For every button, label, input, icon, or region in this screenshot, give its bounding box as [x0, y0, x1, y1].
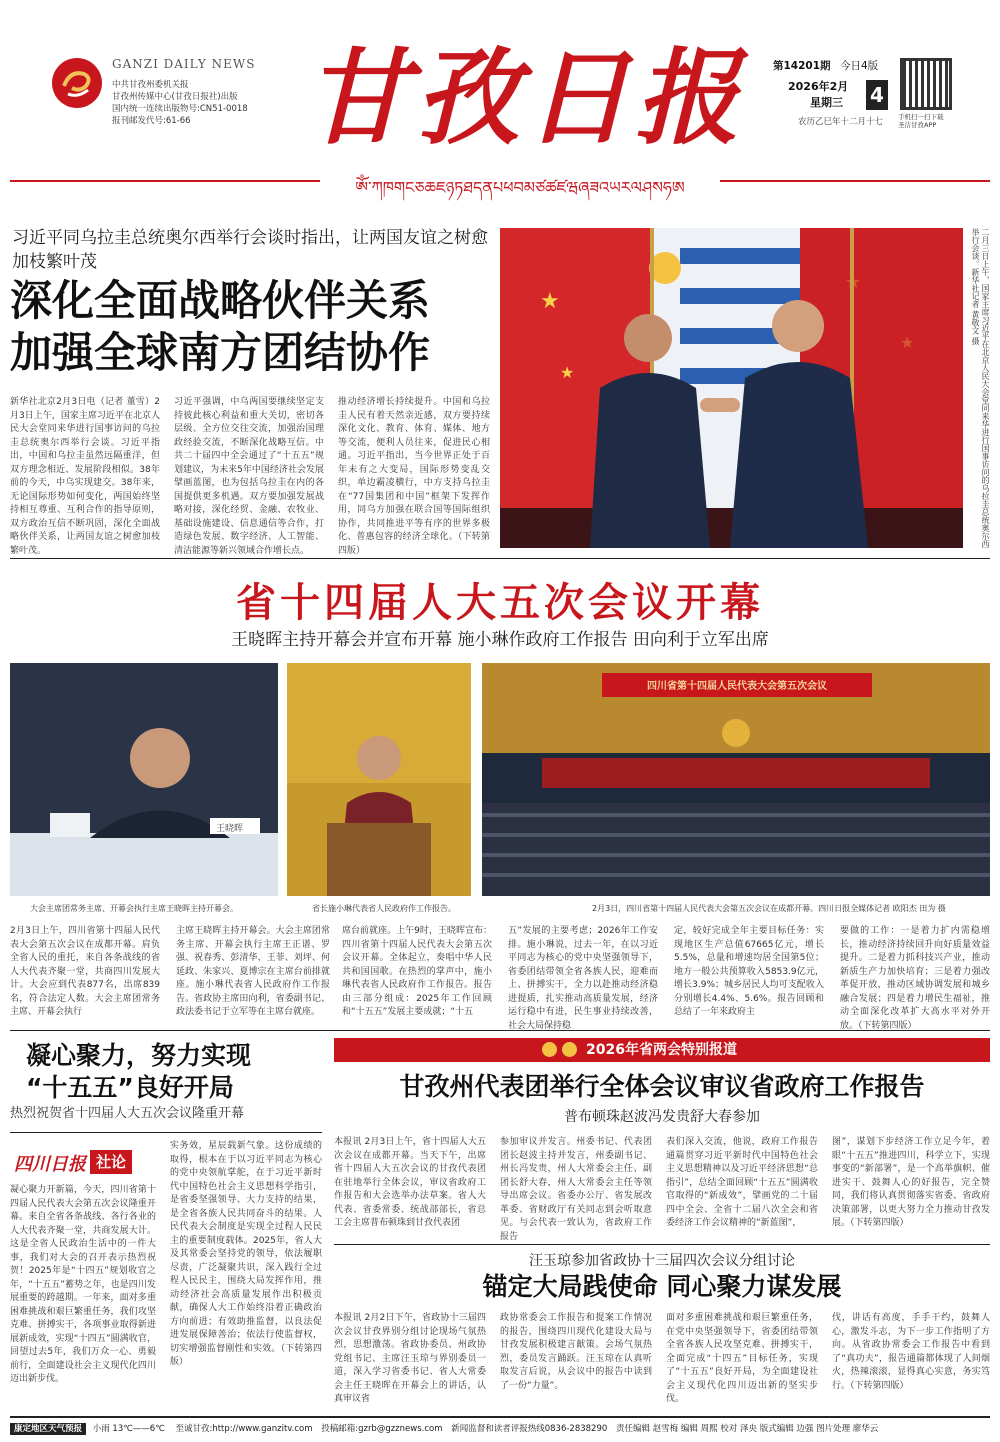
- footer-rule: [10, 1416, 990, 1418]
- congress-col-4: 五”发展的主要考虑；2026年工作安排。施小琳说，过去一年，在以习近平同志为核心的党中央坚强领导下，省委团结带领全省各族人民，迎难而上、拼搏实干，全力以赴推动经济稳进提质，扎实推动高质量发展，经济运行稳中有进，民生事业持续改善，社会大局保持稳: [508, 926, 658, 1031]
- story1-col-1: 本报讯 2月3日上午，省十四届人大五次会议在成都开幕。当天下午，出席省十四届人大五次会议的甘孜代表团在驻地举行全体会议，审议省政府工作报告和大会选举办法草案。省人大代表、省委常委、统战部部长，省总工会主席普布顿珠到甘孜代表团: [334, 1137, 486, 1228]
- congress-col-5: 定，较好完成全年主要目标任务：实现地区生产总值67665亿元，增长5.5%，总量和增速均居全国第5位；地方一般公共预算收入5853.9亿元，增长3.9%；城乡居民人均可支配收入分别增长4.4%、5.6%。报告回顾和总结了一年来政府主: [674, 926, 824, 1017]
- issue-date: 2026年2月: [788, 80, 849, 93]
- section-rule-3: [334, 1244, 990, 1245]
- sponsor-line-2: 甘孜州传媒中心(甘孜日报社)出版: [112, 92, 238, 102]
- footer: [10, 1421, 990, 1437]
- special-banner-text: 2026年省两会特别报道: [586, 1042, 737, 1058]
- section-rule-2: [10, 1030, 990, 1031]
- story2-col-4: 伐，讲话有高度，手手干约，鼓舞人心，激发斗志，为下一步工作指明了方向。从省政协常委会工作报告中看到了“真功夫”，报告通篇都体现了人间烟火，热辣滚滚，显得真心实意，务实笃行。（下转第四版）: [832, 1313, 990, 1391]
- english-name: GANZI DAILY NEWS: [112, 57, 256, 71]
- story2-headline: 锚定大局践使命 同心聚力谋发展: [482, 1272, 842, 1301]
- emblem-icon-2: [562, 1042, 577, 1057]
- congress-subhead: 王晓晖主持开幕会并宣布开幕 施小琳作政府工作报告 田向利于立军出席: [231, 630, 769, 650]
- editors-info: 责任编辑 赵雪梅 编辑 周熙 校对 泽央 版式编辑 边强 图片处理 廖华云: [615, 1424, 879, 1434]
- editorial-subhead: 热烈祝贺省十四届人大五次会议隆重开幕: [10, 1106, 245, 1121]
- sponsor-line-3: 国内统一连续出版物号:CN51-0018: [112, 104, 248, 114]
- qr-caption-1: 手机扫一扫下载: [898, 113, 944, 121]
- lead-headline-1: 深化全面战略伙伴关系: [10, 276, 431, 325]
- today-pages: 今日4版: [840, 60, 879, 72]
- story2-col-1: 本报讯 2月2日下午，省政协十三届四次会议甘孜界别分组讨论现场气氛热烈，思想激荡。省政协委员、州政协党组书记、主席汪玉琼与界别委员一道，深入学习省委书记、省人大常委会主任王晓晖在开幕会上的讲话，认真审议省: [334, 1313, 486, 1404]
- lead-col-2: 习近平强调，中乌两国要继续坚定支持彼此核心利益和重大关切，密切各层级、全方位交往交流，加强治国理政经验交流，不断深化战略互信。中共二十届四中全会通过了“十五五”规划建议，为未来5年中国经济社会发展擘画蓝图，也为包括乌拉圭在内的各国提供更多机遇。双方要加强发展战略对接，深化经贸、金融、农牧业、基础设施建设、信息通信等合作，打造绿色发展、数字经济、人工智能、清洁能源等新兴领域合作增长点。: [174, 397, 324, 556]
- congress-col-2: 主席王晓晖主持开幕会。大会主席团常务主席、开幕会执行主席王正谱、罗强、祝春秀、彭清华、王菲、刘坪、何延政、朱家兴、夏博宗在主席台前排就座。施小琳代表省人民政府作工作报告。省政协主席田向利，省委副书记、政法委书记于立军等在主席台就座。: [176, 926, 330, 1017]
- qr-caption-2: 圣洁甘孜APP: [898, 121, 937, 129]
- tibetan-line: ༀ་ཀཁགངཅཆཇཉཏཐདནཔཕབམཙཚཛཝཞཟའཡརལཤསཧཨ: [355, 178, 685, 197]
- hall-banner: 四川省第十四届人民代表大会第五次会议: [647, 681, 827, 692]
- story1-col-2: 参加审议并发言。州委书记、代表团团长赵波主持并发言，州委副书记、州长冯发贵，州人大常委会主任、副团长舒大春，州人大常委会主任等领导出席会议。省委办公厅、省发展改革委、省财政厅有关同志到会听取意见。与会代表一致认为，省政府工作报告: [500, 1137, 652, 1242]
- editorial-headline-2: “十五五”良好开局: [26, 1073, 234, 1102]
- lead-photo: [500, 228, 963, 548]
- chairman-photo: [10, 663, 278, 896]
- congress-photo-1-caption: 大会主席团常务主席、开幕会执行主席王晓晖主持开幕会。: [30, 904, 238, 913]
- lead-headline-2: 加强全球南方团结协作: [10, 328, 431, 377]
- story1-col-4: 图”，谋划下步经济工作立足今年，着眼“十五五”推进四川，科学立下，实现事变的“新部署”，是一个高举旗帜、催进实干、鼓舞人心的好报告，完全赞同，我们将认真贯彻落实省委、省政府决策部署，以更大努力全力推动甘孜发展。（下转第四版）: [832, 1137, 990, 1228]
- congress-photo-1: [10, 663, 278, 896]
- website-link[interactable]: 至诚甘孜:http://www.ganzitv.com: [175, 1424, 313, 1434]
- handshake-photo: [500, 228, 963, 548]
- hotline-info: 新闻监督和读者评报热线0836-2838290: [451, 1424, 608, 1434]
- story1-headline: 甘孜州代表团举行全体会议审议省政府工作报告: [399, 1072, 925, 1101]
- editorial-headline-1: 凝心聚力，努力实现: [26, 1041, 252, 1070]
- editorial-col-2: 实务效，星辰载新气象。这份成绩的取得，根本在于以习近平同志为核心的党中央领航掌舵，在于习近平新时代中国特色社会主义思想科学指引，是省委坚强领导、大力支持的结果，是全省各族人民共同奋斗的结果。人民代表大会制度是实现全过程人民民主的重要制度载体。2025年，省人大及其常委会坚持党的领导，依法履职尽责，广泛凝聚共识，深入践行全过程人民民主，围绕大局发挥作用，推动经济社会高质量发展作出积极贡献，确保人大工作始终沿着正确政治方向前进；有效助推监督，以良法促进发展保障善治；依法行使监督权，切实增强监督刚性和实效。（下转第四版）: [170, 1141, 322, 1367]
- svg-text:★: ★: [540, 289, 560, 314]
- name-plate: 王晓晖: [216, 824, 244, 834]
- sponsor-line-1: 中共甘孜州委机关报: [112, 80, 189, 90]
- newspaper-title: 甘孜日报: [304, 36, 745, 159]
- editorial-badge: [90, 1150, 132, 1174]
- story1-subhead: 普布顿珠赵波冯发贵舒大春参加: [564, 1109, 760, 1125]
- swirl-emblem-icon: [52, 58, 102, 108]
- lunar-date: 农历乙巳年十二月十七: [798, 117, 884, 127]
- editorial-rule: [10, 1132, 322, 1133]
- congress-photo-3: [482, 663, 990, 896]
- special-banner: [334, 1038, 990, 1062]
- story2-kicker: 汪玉琼参加省政协十三届四次会议分组讨论: [529, 1253, 795, 1269]
- story2-col-2: 政协常委会工作报告和提案工作情况的报告，围绕四川现代化建设大局与甘孜发展积极建言献策。会场气氛热烈，委员发言踊跃。汪玉琼在认真听取发言后说，从会议中的报告中读到了一份“力量”。: [500, 1313, 652, 1391]
- congress-headline: 省十四届人大五次会议开幕: [236, 580, 764, 626]
- weather-info: 小雨 13℃——6℃: [92, 1424, 165, 1434]
- lead-photo-caption: 二月三日上午，国家主席习近平在北京人民大会堂同来华进行国事访问的乌拉圭总统奥尔西举行会谈。新华社记者 黄敬文 摄: [971, 228, 990, 548]
- hall-photo: [482, 663, 990, 896]
- weather-title: 康定地区天气预报: [10, 1423, 86, 1435]
- editorial-brand: 四川日报: [14, 1154, 86, 1175]
- congress-photo-3-caption: 2月3日，四川省第十四届人民代表大会第五次会议在成都开幕。四川日报全媒体记者 欧阳杰 田为 摄: [592, 904, 946, 913]
- congress-photo-2: [287, 663, 471, 896]
- email-info[interactable]: 投稿邮箱:gzrb@gzznews.com: [321, 1424, 443, 1434]
- story2-col-3: 面对多重困难挑战和艰巨繁重任务，在党中央坚强领导下，省委团结带领全省各族人民攻坚克难、拼搏实干，全面完成“十四五”目标任务，实现了“十五五”良好开局，为全面建设社会主义现代化四川迈出新的坚实步伐。: [666, 1313, 818, 1404]
- newspaper-logo: [52, 58, 102, 108]
- issue-number: 第14201期: [773, 60, 831, 72]
- governor-photo: [287, 663, 471, 896]
- congress-col-3: 席台前就座。上午9时，王晓晖宣布：四川省第十四届人民代表大会第五次会议开幕。全体起立，奏唱中华人民共和国国歌。在热烈的掌声中，施小琳代表省人民政府作工作报告。报告由三部分组成：2025年工作回顾和“十五五”发展主要成就；“十五: [342, 926, 492, 1017]
- lead-col-3: 推动经济增长持续提升。中国和乌拉圭人民有着天然亲近感，双方要持续深化文化、教育、体育、媒体、地方等交流，便利人员往来，促进民心相通。习近平指出，当今世界正处于百年未有之大变局，国际形势变乱交织，单边霸凌横行，中方支持乌拉圭在“77国集团和中国”框架下发挥作用，同乌方加强在联合国等国际组织协作，共同推进平等有序的世界多极化、普惠包容的经济全球化。（下转第四版）: [338, 397, 490, 556]
- congress-photo-2-caption: 省长施小琳代表省人民政府作工作报告。: [312, 904, 456, 913]
- weekday: 星期三: [810, 96, 843, 109]
- lead-col-1: 新华社北京2月3日电（记者 董雪）2月3日上午，国家主席习近平在北京人民大会堂同来华进行国事访问的乌拉圭总统奥尔西举行会谈。习近平指出，中国和乌拉圭虽然远隔重洋，但双方理念相近、发展阶段相似。38年前的今天，中乌实现建交。38年来，无论国际形势如何变化，两国始终坚持相互尊重、互利合作的指导原则，双方政治互信不断巩固，深化全面战略伙伴关系，让两国友谊之树愈加枝繁叶茂。: [10, 397, 160, 556]
- lead-kicker: 习近平同乌拉圭总统奥尔西举行会谈时指出，让两国友谊之树愈加枝繁叶茂: [12, 228, 488, 272]
- day-number: 4: [870, 83, 884, 107]
- editorial-badge-text: 社论: [95, 1153, 126, 1171]
- masthead-rule-right: [720, 180, 990, 182]
- congress-col-6: 要做的工作：一是着力扩内需稳增长，推动经济持续回升向好质量效益提升。二是着力抓科技兴产业，推动新质生产力加快培育；三是着力强改革促开放，推动区域协调发展和城乡融合发展；四是着力增民生福祉，推动全面深化改革扩大高水平对外开放。（下转第四版）: [840, 926, 990, 1031]
- masthead-rule-left: [10, 180, 320, 182]
- story1-col-3: 表们深入交流，他说，政府工作报告通篇贯穿习近平新时代中国特色社会主义思想精神以及习近平经济思想“总指引”，总结全面回顾“十五五”圆满收官取得的“新成效”，擘画党的二十届四中全会、全省十二届八次全会和省委经济工作会议精神的“新蓝图”，: [666, 1137, 818, 1228]
- masthead: [0, 0, 1000, 197]
- qr-code-icon[interactable]: [900, 58, 952, 110]
- emblem-icon: [542, 1042, 557, 1057]
- section-rule-1: [10, 558, 990, 559]
- day-box: [866, 80, 888, 110]
- editorial-col-1: 凝心聚力开新篇，今天，四川省第十四届人民代表大会第五次会议隆重开幕。来自全省各条战线、各行各业的人大代表齐聚一堂，共商发展大计。这是全省人民政治生活中的一件大事，我们对大会的召开表示热烈祝贺！2025年是“十四五”规划收官之年，“十五五”蓄势之年，也是四川发展重要的跨越期。一年来，面对多重困难挑战和艰巨繁重任务，我们攻坚克难、拼搏实干，各项事业取得新进展新成效，实现“十四五”圆满收官，回望过去5年，我们万众一心、勇毅前行，全面建设社会主义现代化四川迈出新步伐。: [10, 1185, 156, 1384]
- sponsor-line-4: 报刊邮发代号:61-66: [112, 116, 191, 126]
- svg-text:★: ★: [560, 363, 575, 382]
- congress-col-1: 2月3日上午，四川省第十四届人民代表大会第五次会议在成都开幕。肩负全省人民的重托，来自各条战线的省人大代表齐聚一堂，共商四川发展大计。大会应到代表877名，出席839名，符合法定人数。大会主席团常务主席、开幕会执行: [10, 926, 160, 1017]
